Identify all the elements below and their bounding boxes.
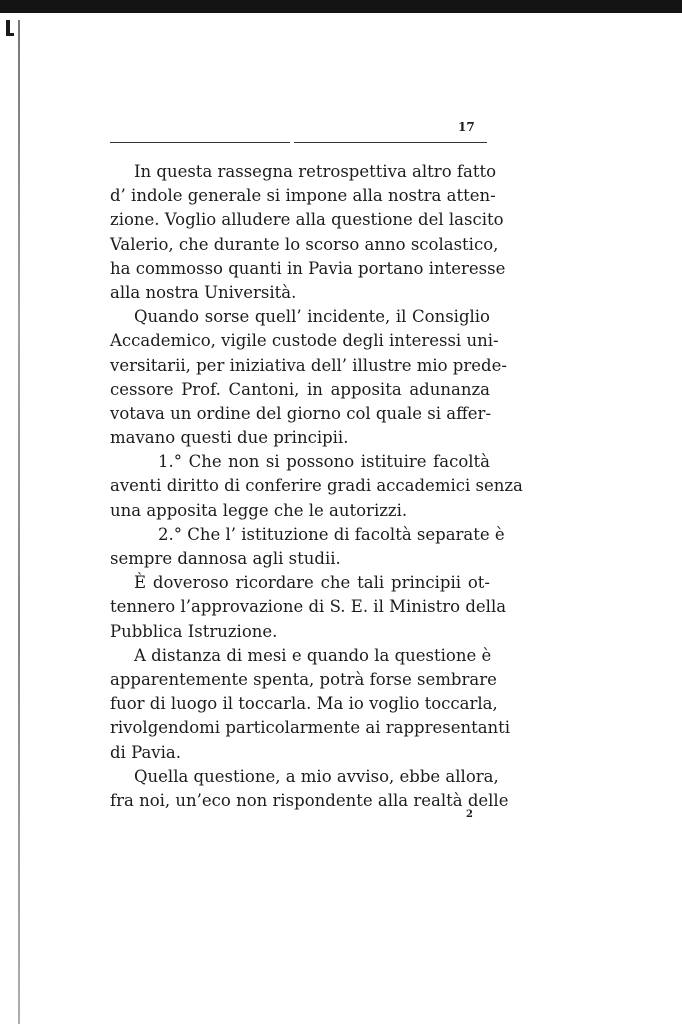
text-line: votava un ordine del giorno col quale si affer- <box>110 403 492 423</box>
header-rule-right <box>294 142 487 143</box>
text-line: alla nostra Università. <box>110 282 297 302</box>
text-line: versitarii, per iniziativa dell’ illustre mio prede- <box>110 355 507 375</box>
text-line: In questa rassegna retrospettiva altro fatto <box>134 162 497 181</box>
text-line: zione. Voglio alludere alla questione del lascito <box>110 210 504 230</box>
header-rule-left <box>110 142 290 143</box>
text-line: cessore Prof. Cantoni, in apposita adunanza <box>110 379 490 399</box>
text-line: A distanza di mesi e quando la questione è <box>134 645 492 665</box>
text-line: fuor di luogo il toccarla. Ma io voglio toccarla, <box>110 694 498 714</box>
scan-corner-mark <box>6 20 14 36</box>
text-line: apparentemente spenta, potrà forse sembrare <box>110 669 497 689</box>
text-line: Accademico, vigile custode degli interessi uni- <box>110 331 499 351</box>
text-line: di Pavia. <box>110 742 181 762</box>
binding-edge <box>18 20 20 1024</box>
text-line: tennero l’approvazione di S. E. il Ministro della <box>110 597 507 617</box>
text-line: Quella questione, a mio avviso, ebbe allora, <box>134 766 499 786</box>
text-line: 2.° Che l’ istituzione di facoltà separate è <box>158 524 505 544</box>
text-line: ha commosso quanti in Pavia portano interesse <box>110 258 506 278</box>
text-line: sempre dannosa agli studii. <box>110 549 341 568</box>
text-line: Pubblica Istruzione. <box>110 621 278 641</box>
text-line: 1.° Che non si possono istituire facoltà <box>158 452 490 472</box>
text-line: rivolgendomi particolarmente ai rappresentanti <box>110 718 511 738</box>
signature-mark: 2 <box>466 809 473 820</box>
page-number: 17 <box>458 120 475 134</box>
text-line: È doveroso ricordare che tali principii ot- <box>134 573 490 593</box>
text-line: fra noi, un’eco non rispondente alla realtà delle <box>110 790 509 810</box>
scan-top-band <box>0 0 682 13</box>
body-text <box>110 160 523 813</box>
text-line: aventi diritto di conferire gradi accademici senza <box>110 476 523 496</box>
text-line: d’ indole generale si impone alla nostra atten- <box>110 186 496 206</box>
text-line: Quando sorse quell’ incidente, il Consiglio <box>134 307 490 327</box>
text-line: una apposita legge che le autorizzi. <box>110 500 408 520</box>
text-line: mavano questi due principii. <box>110 428 349 448</box>
text-line: Valerio, che durante lo scorso anno scolastico, <box>110 234 499 254</box>
